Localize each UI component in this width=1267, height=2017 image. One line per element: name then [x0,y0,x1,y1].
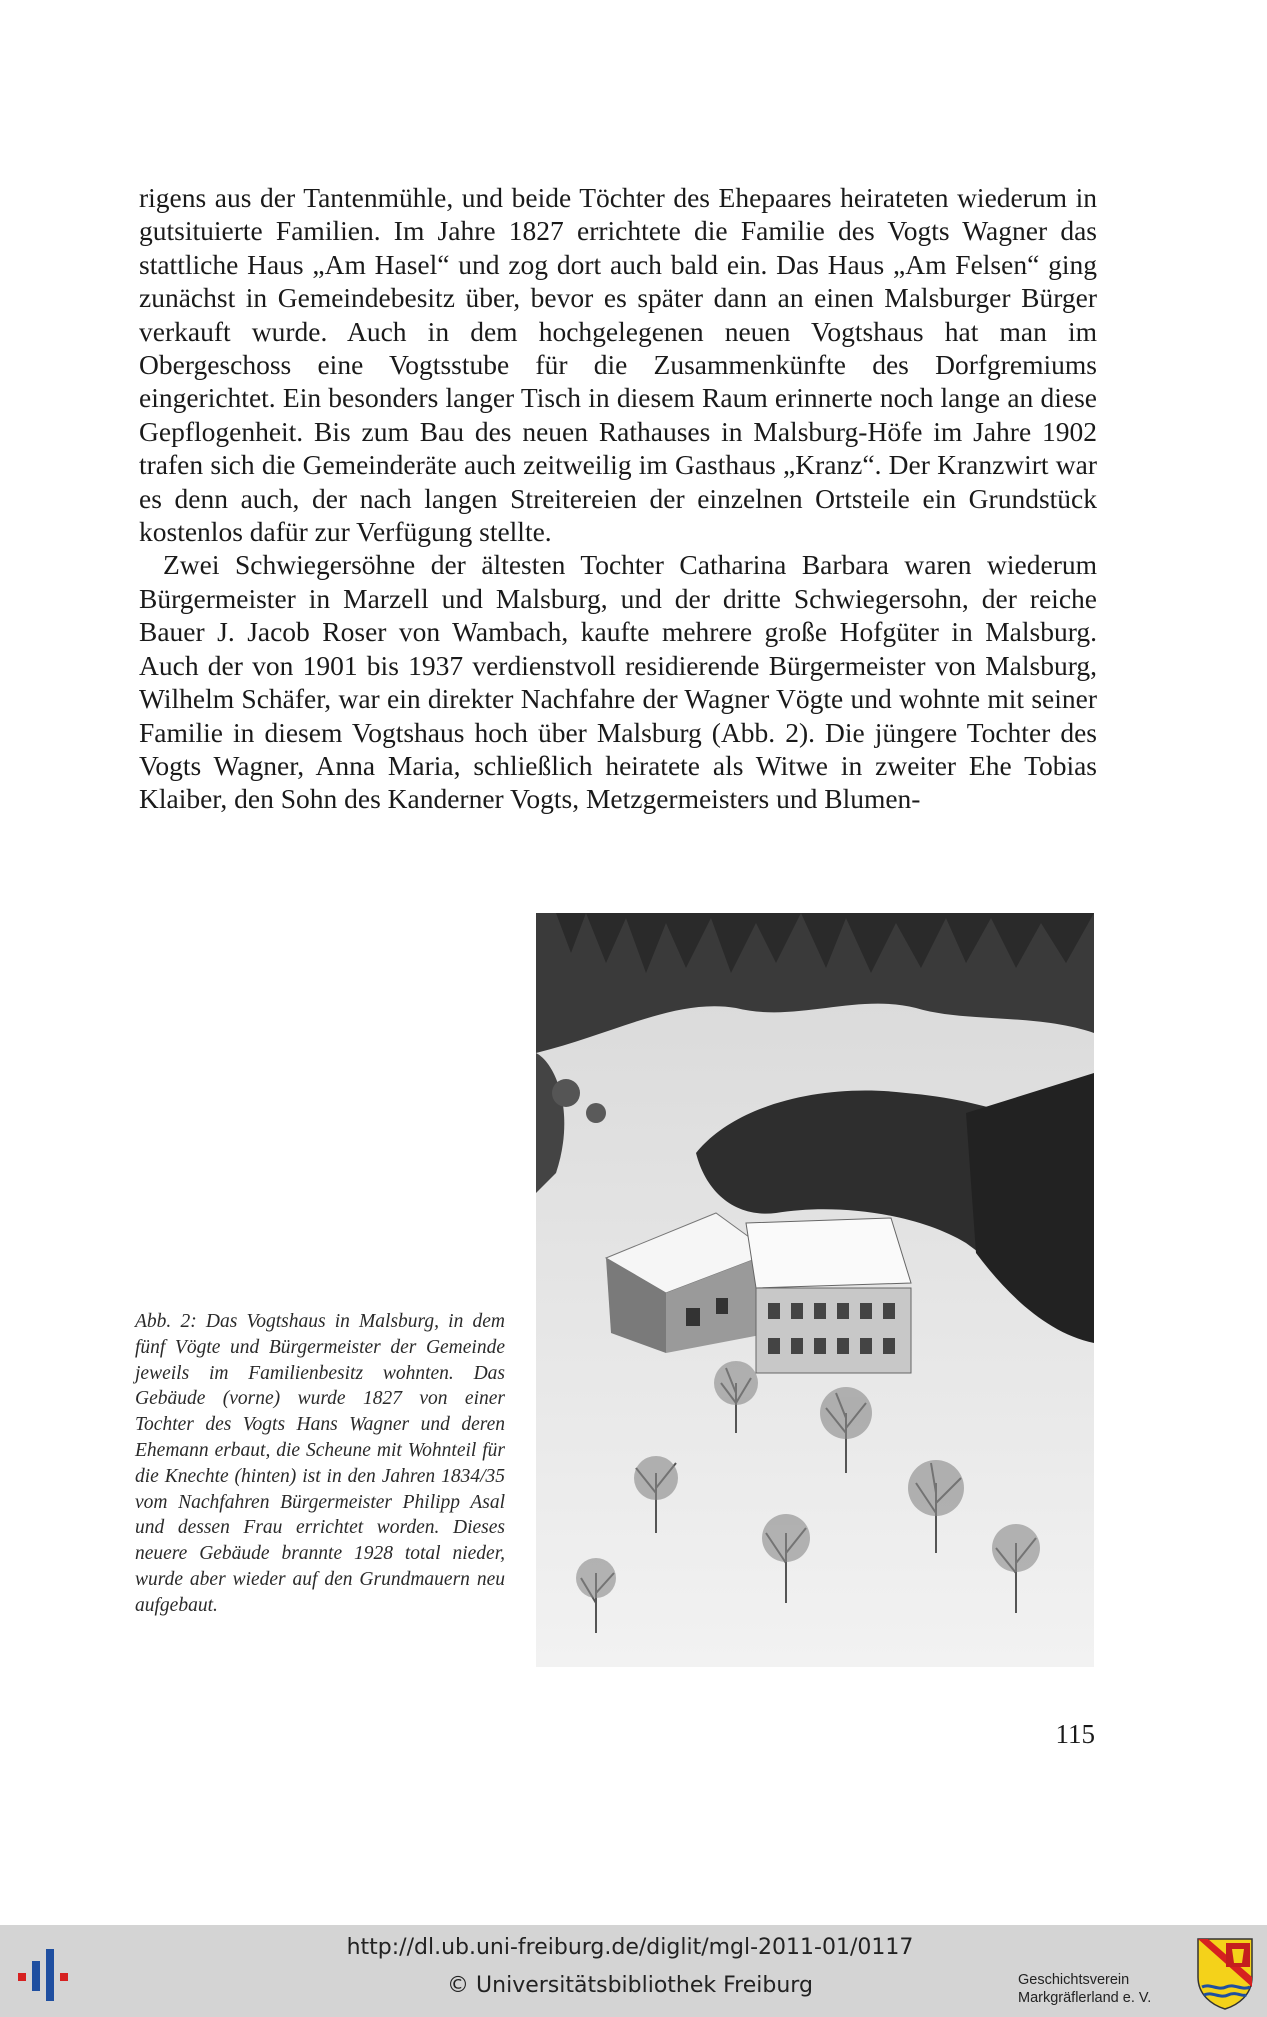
coat-of-arms-icon[interactable] [1196,1937,1254,2011]
figure-caption: Abb. 2: Das Vogtshaus in Malsburg, in dem fünf Vögte und Bürgermeister der Gemeinde jeweils im Familienbesitz wohnten. Das Gebäude (vorne) wurde 1827 von einer Tochter des Vogts Hans Wagner und deren Ehemann erbaut, die Scheune mit Wohnteil für die Knechte (hinten) ist in den Jahren 1834/35 vom Nachfahren Bürgermeister Philipp Asal und dessen Frau errichtet worden. Dieses neuere Gebäude brannte 1928 total nieder, wurde aber wieder auf den Grundmauern neu aufgebaut. [135,1311,505,1616]
footer-bar [0,1925,1267,2017]
body-text [139,181,1097,816]
paragraph-1: rigens aus der Tantenmühle, und beide Töchter des Ehepaares heirateten wiederum in gutsituierte Familien. Im Jahre 1827 errichtete die Familie des Vogts Wagner das stattliche Haus „Am Hasel“ und zog dort auch bald ein. Das Haus „Am Felsen“ ging zunächst in Gemeindebesitz über, bevor es später dann an einen Malsburger Bürger verkauft wurde. Auch in dem hochgelegenen neuen Vogtshaus hat man im Obergeschoss eine Vogtsstube für die Zusammenkünfte des Dorfgremiums eingerichtet. Ein besonders langer Tisch in diesem Raum erinnerte noch lange an diese Gepflogenheit. Bis zum Bau des neuen Rathauses in Malsburg-Höfe im Jahre 1902 trafen sich die Gemeinderäte auch zeitweilig im Gasthaus „Kranz“. Der Kranzwirt war es denn auch, der nach langen Streitereien der einzelnen Ortsteile ein Grundstück kostenlos dafür zur Verfügung stellte. [139,182,1097,548]
society-line-1: Geschichtsverein [1018,1972,1130,1988]
society-line-2: Markgräflerland e. V. [1018,1990,1152,2006]
society-name [1018,1971,1198,2007]
ub-freiburg-logo-icon[interactable] [14,1943,78,2007]
page-number: 115 [1055,1719,1095,1749]
copyright-text: © Universitätsbibliothek Freiburg [447,1973,813,1998]
paragraph-2: Zwei Schwiegersöhne der ältesten Tochter Catharina Barbara waren wiederum Bürgermeister in Marzell und Malsburg, und der dritte Schwiegersohn, der reiche Bauer J. Jacob Roser von Wambach, kaufte mehrere große Hofgüter in Malsburg. Auch der von 1901 bis 1937 verdienstvoll residierende Bürgermeister von Malsburg, Wilhelm Schäfer, war ein direkter Nachfahre der Wagner Vögte und wohnte mit seiner Familie in diesem Vogtshaus hoch über Malsburg (Abb. 2). Die jüngere Tochter des Vogts Wagner, Anna Maria, schließlich heiratete als Witwe in zweiter Ehe Tobias Klaiber, den Sohn des Kanderner Vogts, Metzgermeisters und Blumen- [139,549,1097,815]
figure-photo-vogtshaus [536,913,1094,1667]
document-url-link[interactable]: http://dl.ub.uni-freiburg.de/diglit/mgl-2011-01/0117 [346,1935,914,1960]
photo-illustration [536,913,1094,1667]
